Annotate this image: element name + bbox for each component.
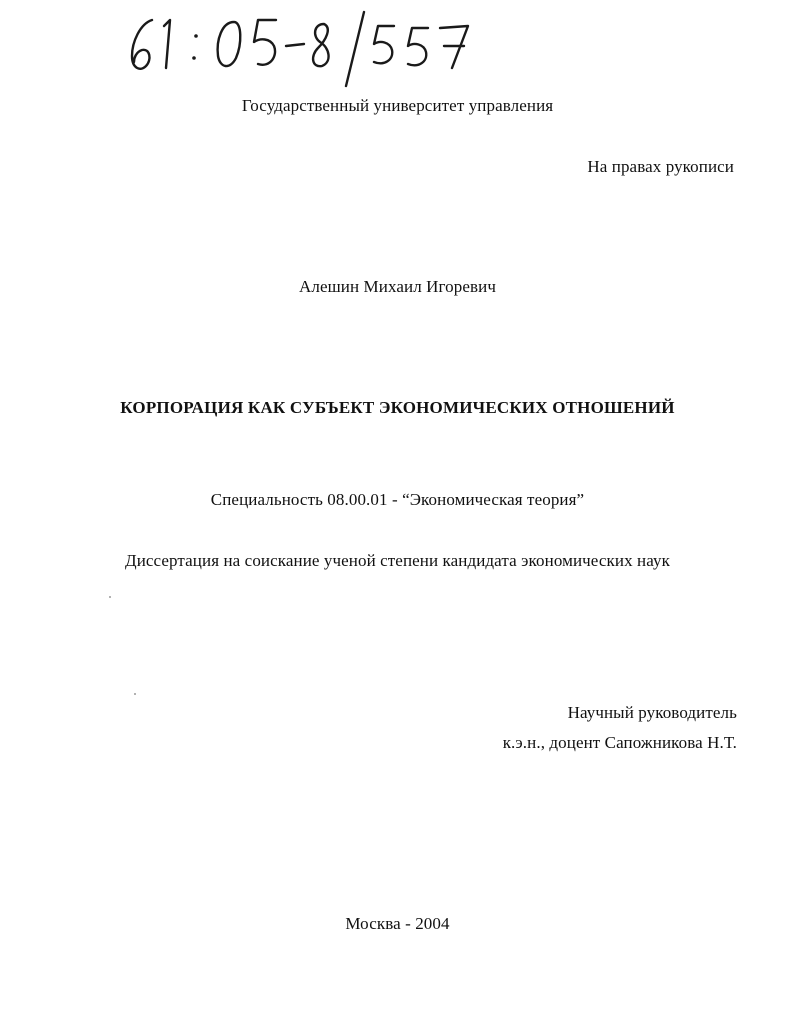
supervisor-name: к.э.н., доцент Сапожникова Н.Т.	[502, 733, 737, 752]
dissertation-title: КОРПОРАЦИЯ КАК СУБЪЕКТ ЭКОНОМИЧЕСКИХ ОТНОШЕНИЙ	[120, 398, 675, 417]
handwritten-archive-code	[118, 6, 478, 90]
manuscript-rights-note: На правах рукописи	[587, 157, 734, 176]
scan-speck	[134, 693, 136, 695]
place-and-year: Москва - 2004	[345, 914, 450, 933]
supervisor-role: Научный руководитель	[567, 703, 737, 722]
author-name: Алешин Михаил Игоревич	[299, 277, 496, 296]
university-name: Государственный университет управления	[241, 96, 554, 115]
scan-speck	[109, 596, 111, 598]
specialty-line: Специальность 08.00.01 - “Экономическая теория”	[210, 490, 585, 509]
dissertation-degree-line: Диссертация на соискание ученой степени кандидата экономических наук	[125, 551, 670, 570]
